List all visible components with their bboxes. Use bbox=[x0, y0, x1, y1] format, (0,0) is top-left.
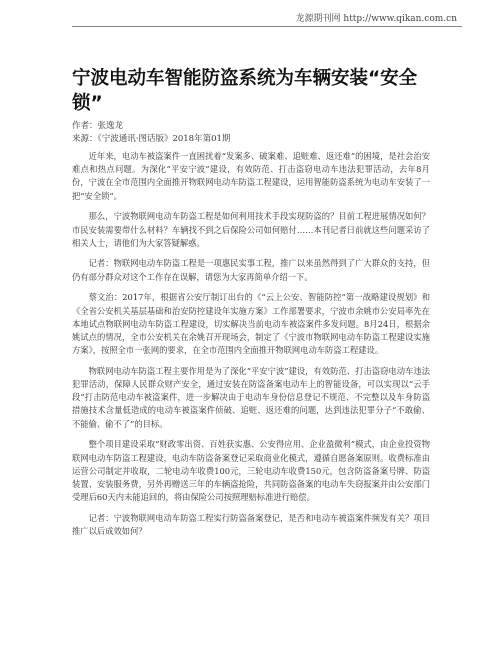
paragraph: 那么，宁波物联网电动车防盗工程是如何利用技术手段实现防盗的？目前工程进展情况如何？市民安装需要带什么材料？车辆找不到之后保险公司如何赔付……本刊记者日前就这些问题采访了相关人士，请他们为大家答疑解惑。 bbox=[72, 211, 430, 248]
paragraph: 近年来，电动车被盗案件一直困扰着“发案多、破案难、追赃难、返还难”的困境，是社会治安难点和热点问题。为深化“平安宁波”建设，有效防范、打击盗窃电动车违法犯罪活动，去年8月份，宁波在全市范围内全面推开物联网电动车防盗工程建设，运用智能防盗系统为电动车安装了一把“安全锁”。 bbox=[72, 151, 430, 201]
article-title: 宁波电动车智能防盗系统为车辆安装“安全锁” bbox=[72, 68, 418, 114]
paragraph: 记者：宁波物联网电动车防盗工程实行防盗备案登记，是否和电动车被盗案件频发有关？项目推广以后成效如何？ bbox=[72, 512, 430, 537]
paragraph: 蔡文治：2017年，根据省公安厅制订出台的《“云上公安、智能防控”第一战略建设规划》和《全省公安机关基层基础和治安防控建设年实施方案》工作部署要求，宁波市余姚市公安局率先在本地试点物联网电动车防盗工程建设，切实解决当前电动车被盗案件多发问题。8月24日，根据余姚试点的情况，全市公安机关在余姚召开现场会，制定了《宁波市物联网电动车防盗工程建设实施方案》，按照全市一张网的要求，在全市范围内全面推开物联网电动车防盗工程建设。 bbox=[72, 292, 430, 356]
paragraph: 记者：物联网电动车防盗工程是一项惠民实事工程，推广以来虽然得到了广大群众的支持，但仍有部分群众对这个工作存在误解，请您为大家再简单介绍一下。 bbox=[72, 258, 430, 282]
paragraph: 整个项目建设采取“财政零出资、百姓获实惠、公安得应用、企业盈微利”模式，由企业投资物联网电动车防盗工程建设，电动车防盗备案登记采取商业化模式，遵循自愿备案原则。收费标准由运营公司制定并收取，二轮电动车收费100元，三轮电动车收费150元，包含防盗备案号牌、防盗装置、安装服务费，另外再赠送三年的车辆盗抢险，共同防盗备案的电动车失窃报案并由公安部门受理后60天内未能追回的，将由保险公司按照理赔标准进行赔偿。 bbox=[72, 439, 430, 503]
paragraph: 物联网电动车防盗工程主要作用是为了深化“平安宁波”建设，有效防范、打击盗窃电动车违法犯罪活动，保障人民群众财产安全，通过安装在防盗备案电动车上的智能设备，可以实现以“云手段”打击防范电动车被盗案件，进一步解决由于电动车身份信息登记不规范、不完整以及车身防盗措施技术含量低造成的电动车被盗案件侦破、追赃、返还难的问题，达到违法犯罪分子“不敢偷、不能偷、偷不了”的目标。 bbox=[72, 365, 430, 429]
journal-header: 龙源期刊网 http://www.qikan.com.cn bbox=[295, 14, 457, 24]
header-divider bbox=[72, 26, 462, 27]
article-author: 作者：张逸龙 bbox=[72, 121, 124, 131]
article-body bbox=[72, 150, 430, 546]
article-source: 来源：《宁波通讯·图话版》2018年第01期 bbox=[72, 134, 231, 144]
